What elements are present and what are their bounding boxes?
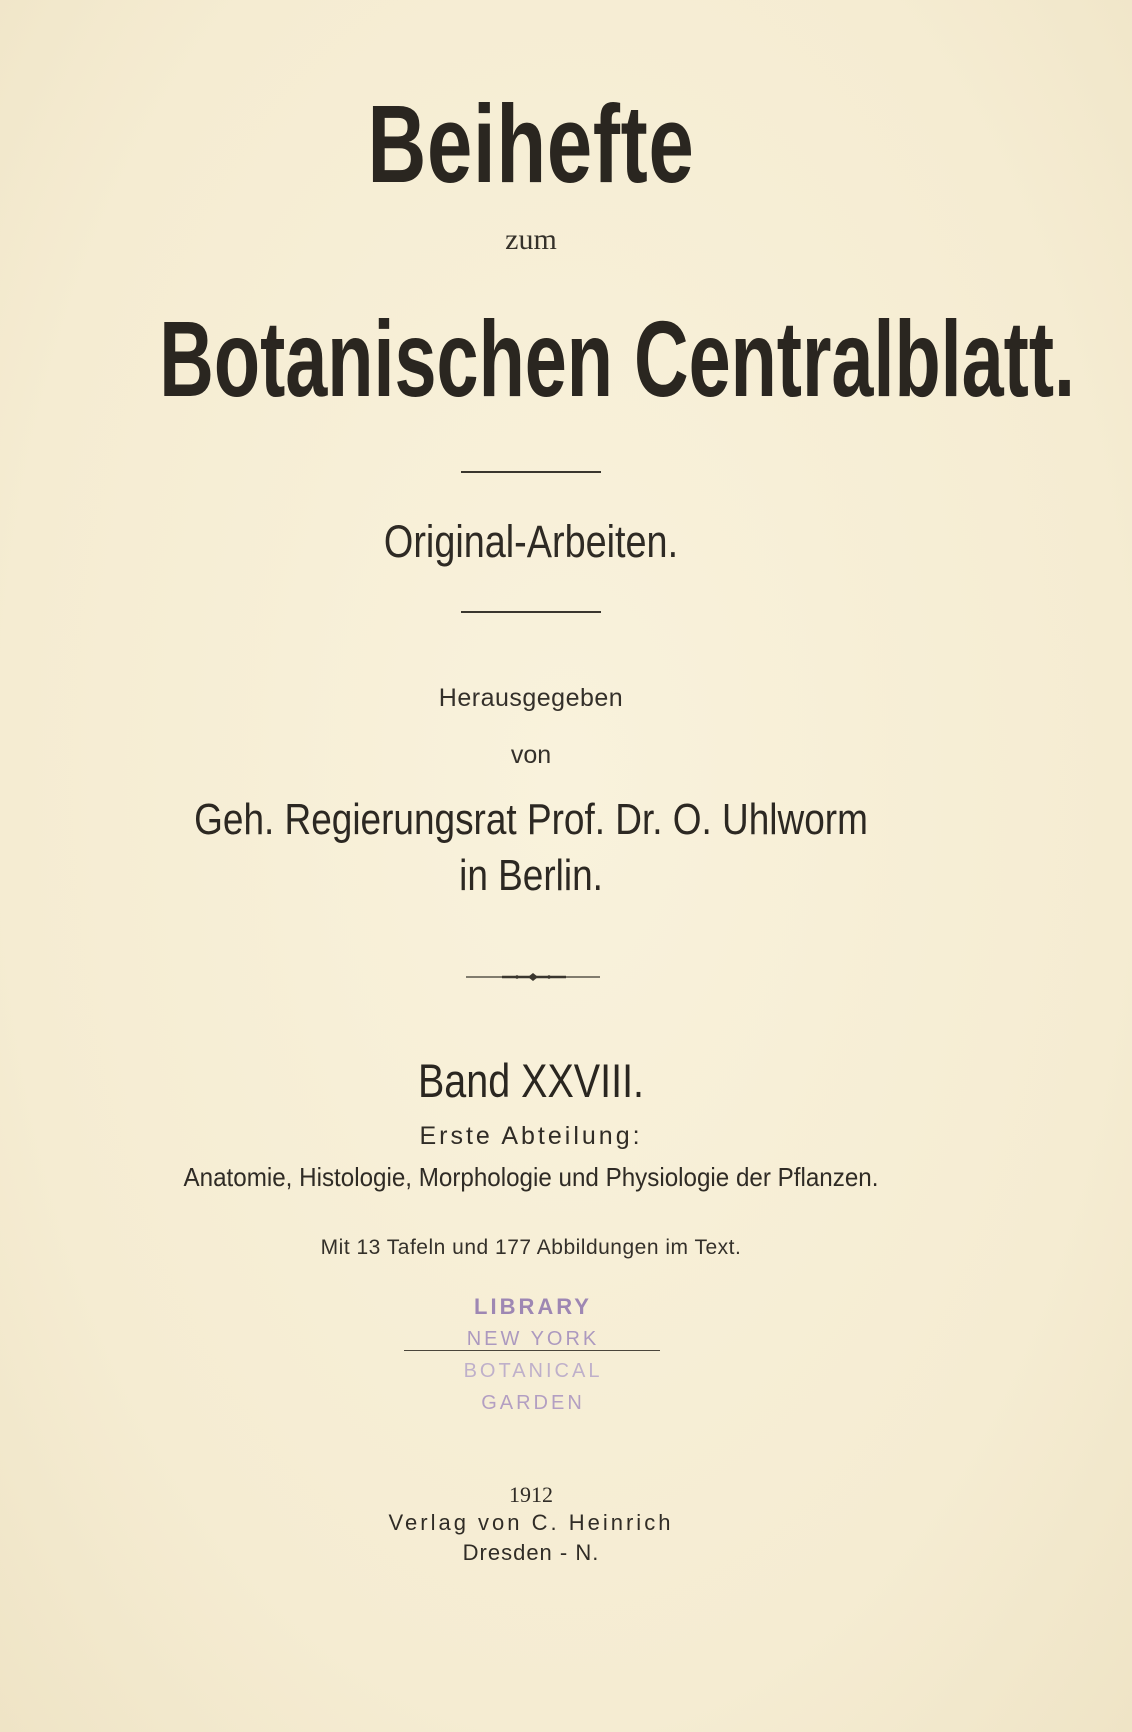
stamp-underline-rule [404,1350,660,1351]
stamp-line-garden: GARDEN [481,1392,585,1414]
journal-title: Botanischen Centralblatt. [159,298,1076,419]
editor-location: in Berlin. [459,851,603,900]
illustrations-note: Mit 13 Tafeln und 177 Abbildungen im Text. [320,1236,742,1259]
by-label: von [510,741,552,769]
stamp-line-library: LIBRARY [474,1294,592,1319]
volume-number: Band XXVIII. [417,1054,645,1107]
ornament-divider [466,970,600,984]
part-label: Erste Abteilung: [419,1122,643,1150]
editor-name: Geh. Regierungsrat Prof. Dr. O. Uhlworm [194,795,868,844]
stamp-line-botanical: BOTANICAL [463,1360,603,1382]
publisher-name: Verlag von C. Heinrich [388,1510,674,1535]
subjects-line: Anatomie, Histologie, Morphologie und Physiologie der Pflanzen. [183,1162,879,1192]
publication-place: Dresden - N. [462,1540,600,1565]
library-stamp [400,1291,666,1431]
publication-year: 1912 [509,1482,553,1507]
edited-by-label: Herausgegeben [438,684,624,712]
stamp-line-new-york: NEW YORK [466,1328,600,1350]
divider-rule-top [461,471,601,473]
section-heading: Original-Arbeiten. [383,516,679,567]
divider-rule-bottom [461,611,601,613]
title-connector: zum [505,223,557,256]
series-title: Beihefte [367,83,695,206]
